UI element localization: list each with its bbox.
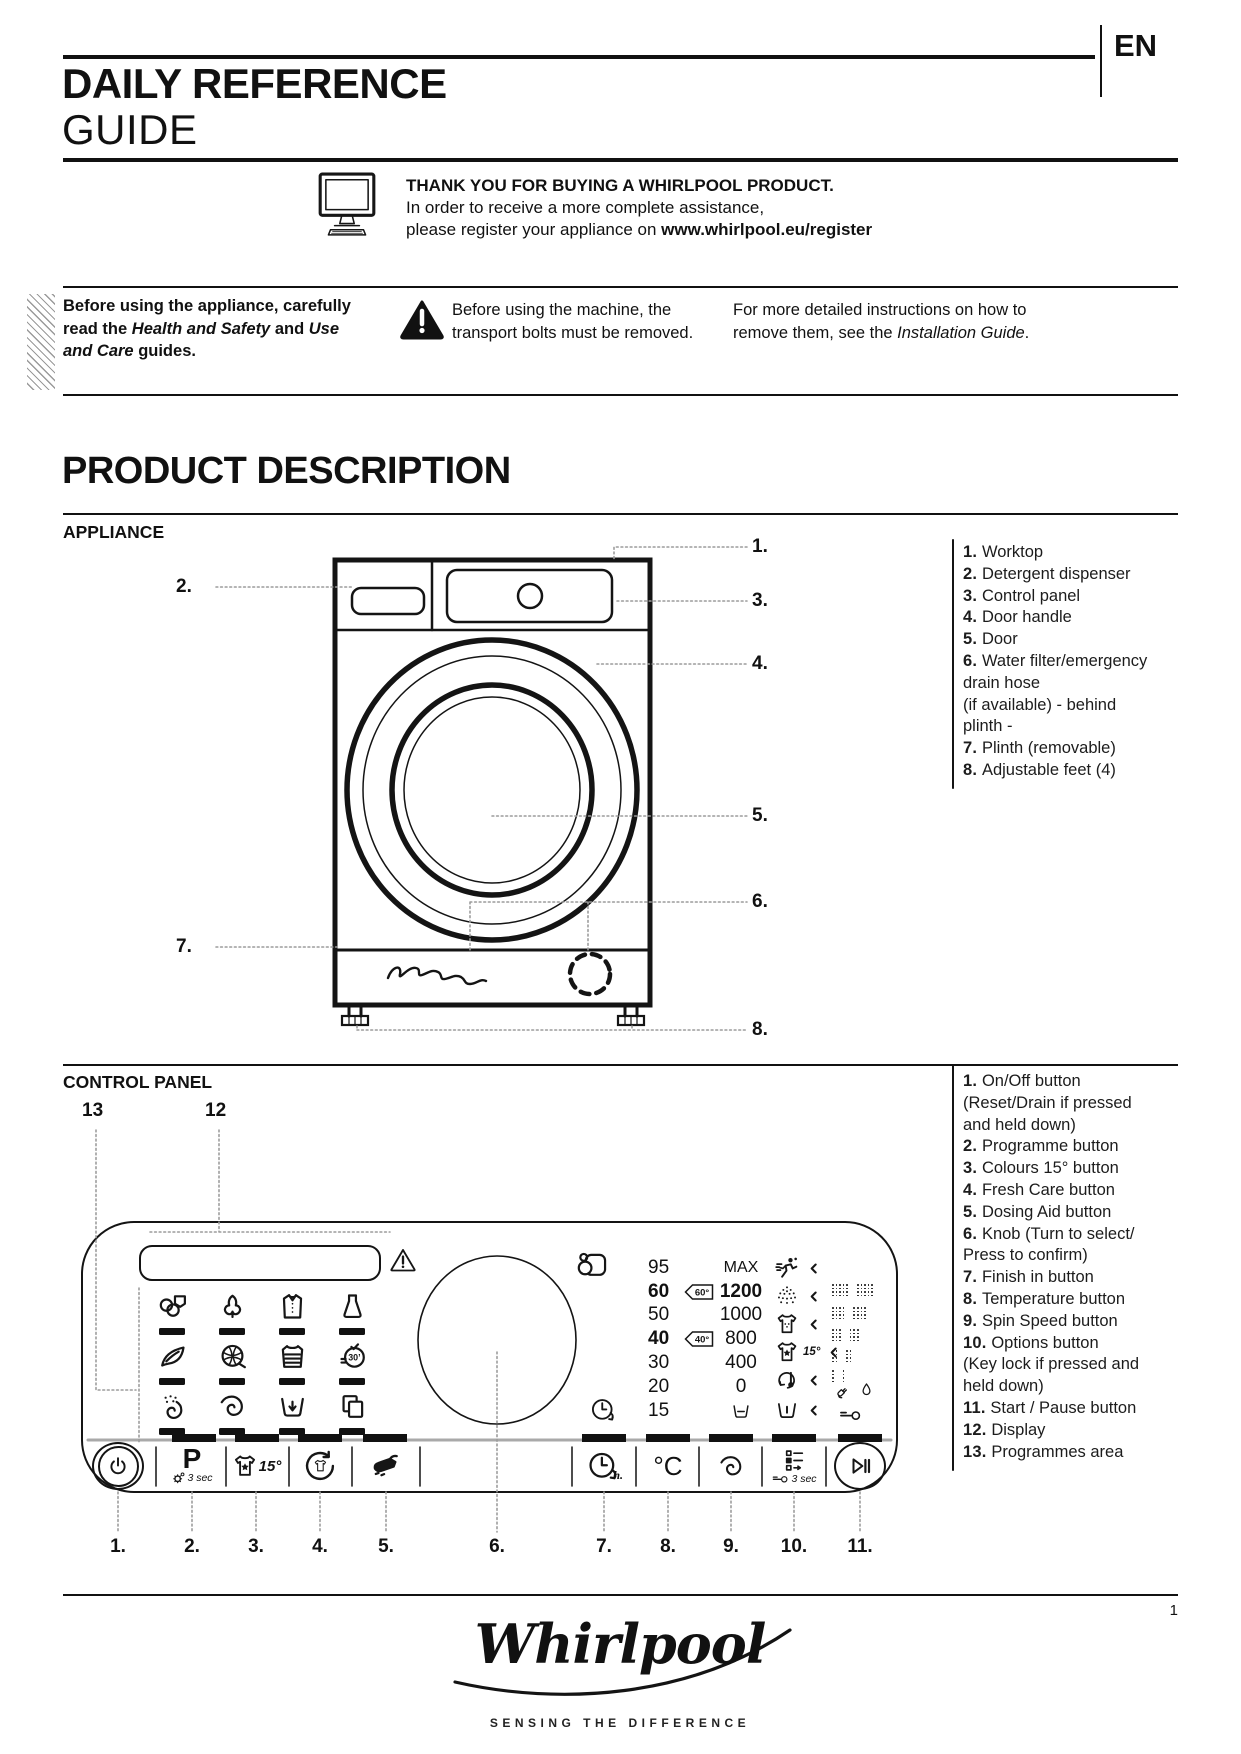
spray-icon (774, 1283, 800, 1309)
tub-icon (714, 1399, 768, 1423)
legend-line: 6. Water filter/emergency (963, 651, 1148, 670)
runner-icon (774, 1255, 800, 1281)
legend-line: 11. Start / Pause button (963, 1398, 1137, 1417)
programme-rapid-30-icon (322, 1340, 382, 1390)
safety-hatch-strip (27, 294, 55, 390)
option-row-tub-stop-icon (774, 1397, 818, 1423)
callout-7: 7. (176, 936, 192, 957)
legend-line: 10. Options button (963, 1333, 1099, 1352)
tshirt-15-icon (774, 1339, 800, 1365)
legend-line: 5. Door (963, 630, 1018, 649)
finish-clock-icon (590, 1396, 618, 1424)
keylock-icon (771, 1473, 789, 1484)
spin-1000: 1000 (719, 1304, 763, 1326)
temperature-label: °C (653, 1450, 683, 1481)
temp-40: 40 (648, 1328, 670, 1350)
dosingaid-button (356, 1442, 416, 1490)
whirlpool-logo: Whirlpool (474, 1612, 766, 1676)
spin-MAX: MAX (723, 1258, 759, 1276)
legend-line: 7. Plinth (removable) (963, 739, 1116, 758)
led-indicator (279, 1378, 305, 1385)
option-row-thermometer-rotate-icon (774, 1367, 818, 1393)
temp-95: 95 (648, 1256, 670, 1278)
legend-line: 1. On/Off button (963, 1072, 1081, 1090)
programme-cotton-icon (202, 1290, 262, 1340)
panel-num-5: 5. (378, 1536, 394, 1557)
legend-line: plinth - (963, 717, 1013, 736)
led-indicator (339, 1328, 365, 1335)
startpause-button (830, 1442, 890, 1490)
led-indicator (159, 1328, 185, 1335)
register-url: www.whirlpool.eu/register (661, 220, 873, 239)
led-indicator (339, 1378, 365, 1385)
panel-num-6: 6. (489, 1536, 505, 1557)
legend-line: 6. Knob (Turn to select/ (963, 1224, 1135, 1243)
programme-label: P (182, 1443, 202, 1474)
programme-drain-icon (262, 1390, 322, 1440)
legend-line: Press to confirm) (963, 1246, 1088, 1265)
callout-4: 4. (752, 653, 768, 674)
programme-colours-icon (142, 1340, 202, 1390)
safety-read-p2: and (270, 319, 309, 338)
callout-6: 6. (752, 891, 768, 912)
option-row-tshirt-15-icon (774, 1339, 838, 1365)
appliance-legend (963, 542, 1188, 782)
tub-icon (729, 1400, 753, 1422)
chevron-icon (809, 1290, 818, 1303)
language-badge: EN (1114, 28, 1158, 63)
refresh-shirt-icon (302, 1448, 338, 1484)
language-divider (1100, 25, 1102, 97)
programmes-area (142, 1290, 382, 1440)
safety-read-p3: guides. (133, 342, 196, 360)
temp-tag-40° (684, 1330, 714, 1348)
chevron-icon (809, 1262, 818, 1275)
safety-detail-text (733, 299, 1051, 344)
panel-num-11: 11. (847, 1536, 873, 1557)
section-title: PRODUCT DESCRIPTION (62, 450, 511, 492)
callout-13: 13 (82, 1100, 104, 1121)
led-indicator (279, 1428, 305, 1435)
options-list-icon (782, 1448, 807, 1473)
option-row-runner-icon (774, 1255, 818, 1281)
drain-icon (276, 1390, 309, 1423)
programme-spin-icon (202, 1390, 262, 1440)
legend-line: 3. Control panel (963, 586, 1081, 605)
legend-line: 7. Finish in button (963, 1268, 1094, 1287)
panel-num-9: 9. (723, 1536, 739, 1557)
chevron-icon (809, 1374, 818, 1387)
control-legend (963, 1071, 1188, 1463)
legend-line: 2. Detergent dispenser (963, 564, 1131, 583)
panel-num-4: 4. (312, 1536, 328, 1557)
programme-mixed-icon (142, 1290, 202, 1340)
legend-line: 3. Colours 15° button (963, 1159, 1119, 1178)
led-indicator (219, 1428, 245, 1435)
footer-rule (63, 1594, 1178, 1596)
safety-read-p1: Before using the appliance, carefully read the (63, 297, 351, 338)
options-button (764, 1442, 824, 1490)
mixed-icon (156, 1290, 189, 1323)
callout-2: 2. (176, 576, 192, 597)
legend-line: 13. Programmes area (963, 1442, 1124, 1461)
cotton-icon (216, 1290, 249, 1323)
spinspeed-button (701, 1442, 761, 1490)
page-number: 1 (1169, 1602, 1178, 1619)
legend-line: 8. Temperature button (963, 1289, 1126, 1308)
led-indicator (219, 1378, 245, 1385)
drop-icon (858, 1380, 875, 1400)
tshirt15-label: 15° (803, 1346, 821, 1358)
safety-read-italic1: Health and Safety (131, 319, 271, 338)
legend-line: 9. Spin Speed button (963, 1311, 1118, 1330)
legend-line: 4. Door handle (963, 608, 1072, 627)
svg-text:30’: 30’ (347, 1352, 361, 1363)
colours-icon (156, 1340, 189, 1373)
assistance-line: In order to receive a more complete assistance, (406, 198, 765, 217)
safety-detail-p1: For more detailed instructions on how to remove them, see the (733, 301, 1027, 342)
panel-num-8: 8. (660, 1536, 676, 1557)
legend-line: (Key lock if pressed and (963, 1355, 1140, 1374)
wool-icon (216, 1340, 249, 1373)
gear-icon (171, 1471, 185, 1485)
legend-line: (Reset/Drain if pressed (963, 1093, 1132, 1112)
spin-1200: 1200 (719, 1280, 763, 1302)
header-bottom-rule (63, 158, 1178, 162)
legend-line: 1. Worktop (963, 543, 1044, 561)
control-rule (63, 1064, 1178, 1066)
safety-bolts-text: Before using the machine, the transport bolts must be removed. (452, 301, 694, 342)
key-icon (838, 1407, 862, 1422)
chevron-icon (809, 1318, 818, 1331)
finish-h-label: h. (613, 1468, 623, 1482)
callout-8: 8. (752, 1019, 768, 1040)
svg-text:40°: 40° (694, 1334, 710, 1346)
colours15-button (222, 1442, 290, 1490)
freshcare-button (290, 1442, 350, 1490)
chevron-icon (809, 1404, 818, 1417)
legend-line: 2. Programme button (963, 1137, 1119, 1156)
spin-400: 400 (725, 1352, 757, 1374)
programme-rinse-spin-icon (142, 1390, 202, 1440)
tshirt-dots-icon (774, 1311, 800, 1337)
temp-20: 20 (648, 1375, 670, 1397)
programme-sub-label: 3 sec (187, 1472, 213, 1484)
temp-30: 30 (648, 1352, 670, 1374)
option-row-spray-icon (774, 1283, 818, 1309)
callout-12: 12 (205, 1100, 227, 1121)
panel-num-7: 7. (596, 1536, 612, 1557)
led-indicator (339, 1428, 365, 1435)
option-row-tshirt-dots-icon (774, 1311, 818, 1337)
dots-2 (832, 1350, 853, 1364)
panel-num-1: 1. (110, 1536, 126, 1557)
legend-line: 8. Adjustable feet (4) (963, 760, 1116, 779)
programme-button (162, 1442, 222, 1490)
temp-tag-60° (684, 1283, 714, 1301)
legend-line: held down) (963, 1377, 1044, 1396)
temp-60: 60 (648, 1280, 670, 1302)
header-top-rule (63, 55, 1095, 59)
tshirt-star-icon (231, 1452, 259, 1480)
dots-3 (832, 1329, 861, 1343)
register-line (406, 220, 872, 240)
power-icon (107, 1455, 129, 1477)
callout-3: 3. (752, 590, 768, 611)
programme-sport-icon (262, 1340, 322, 1390)
programme-extra-icon (322, 1390, 382, 1440)
programme-delicates-icon (322, 1290, 382, 1340)
legend-line: drain hose (963, 673, 1041, 692)
plug-icon (834, 1380, 854, 1400)
warning-small-icon (388, 1246, 418, 1274)
spin-icon (216, 1390, 249, 1423)
rapid-30-icon (336, 1340, 369, 1373)
colours15-label: 15° (258, 1457, 282, 1475)
rinse-spin-icon (156, 1390, 189, 1423)
warning-triangle-icon (399, 298, 445, 342)
legend-line: (if available) - behind (963, 695, 1117, 714)
control-heading: CONTROL PANEL (63, 1072, 213, 1092)
thanks-line: THANK YOU FOR BUYING A WHIRLPOOL PRODUCT. (406, 176, 834, 195)
delicates-icon (336, 1290, 369, 1323)
safety-detail-p2: . (1024, 323, 1030, 342)
temp-50: 50 (648, 1304, 670, 1326)
tub-stop-icon (774, 1397, 800, 1423)
led-indicator (279, 1328, 305, 1335)
callout-1: 1. (752, 536, 768, 557)
brand-tagline: SENSING THE DIFFERENCE (489, 1716, 751, 1730)
extra-icon (336, 1390, 369, 1423)
panel-num-3: 3. (248, 1536, 264, 1557)
spin-0: 0 (735, 1375, 747, 1397)
safety-top-rule (63, 286, 1178, 288)
register-prefix: please register your appliance on (406, 220, 662, 239)
play-pause-icon (847, 1454, 873, 1478)
led-indicator (159, 1378, 185, 1385)
monitor-icon (318, 172, 376, 238)
finishin-button (574, 1442, 634, 1490)
callout-5: 5. (752, 805, 768, 826)
temperature-button (638, 1442, 698, 1490)
dots-4 (832, 1307, 868, 1321)
pour-icon (368, 1449, 404, 1483)
panel-num-2: 2. (184, 1536, 200, 1557)
panel-num-10: 10. (780, 1536, 808, 1557)
legend-line: 4. Fresh Care button (963, 1180, 1115, 1199)
legend-line: 12. Display (963, 1420, 1046, 1439)
sport-icon (276, 1340, 309, 1373)
doc-title-line2: GUIDE (62, 106, 198, 153)
thermometer-rotate-icon (774, 1367, 800, 1393)
doc-title-line1: DAILY REFERENCE (62, 60, 447, 107)
safety-detail-italic: Installation Guide (897, 323, 1025, 342)
spin-800: 800 (725, 1328, 757, 1350)
legend-line: and held down) (963, 1115, 1076, 1134)
led-indicator (219, 1328, 245, 1335)
synthetics-icon (276, 1290, 309, 1323)
options-sub-label: 3 sec (791, 1472, 817, 1485)
legend-line: 5. Dosing Aid button (963, 1202, 1112, 1221)
dots-5 (832, 1284, 875, 1298)
programme-synthetics-icon (262, 1290, 322, 1340)
appliance-heading: APPLIANCE (63, 522, 165, 542)
safety-bottom-rule (63, 394, 1178, 396)
temp-15: 15 (648, 1399, 670, 1421)
onoff-button (88, 1442, 148, 1490)
section-rule (63, 513, 1178, 515)
spin-column (714, 1256, 768, 1423)
dosing-jug-icon (574, 1248, 610, 1281)
programme-wool-icon (202, 1340, 262, 1390)
safety-read-italic2: Use and Care (63, 319, 340, 360)
safety-read-text (63, 295, 363, 363)
led-indicator (159, 1428, 185, 1435)
spiral-icon (716, 1451, 747, 1482)
svg-text:60°: 60° (694, 1287, 710, 1299)
